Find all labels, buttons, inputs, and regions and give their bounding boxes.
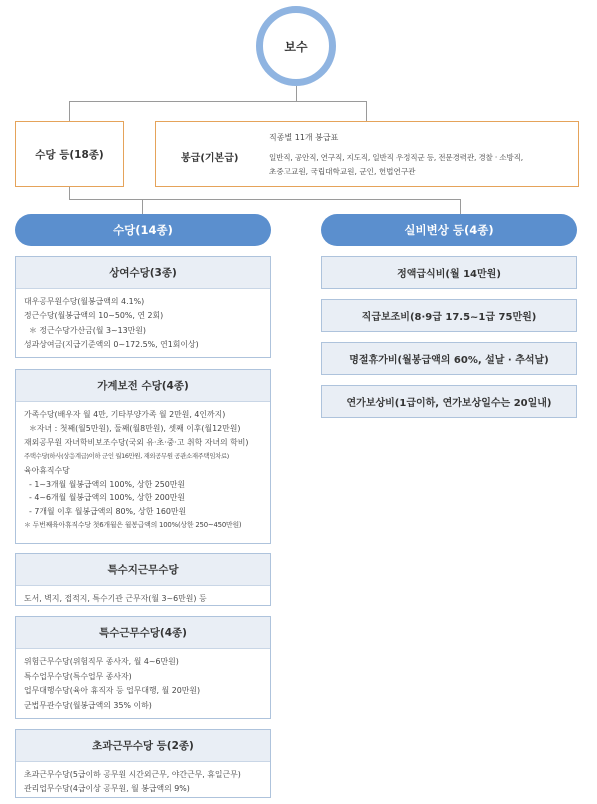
card-title: 가계보전 수당(4종) <box>16 370 270 402</box>
right-column-header <box>321 214 577 246</box>
card-line: 주택수당(하사(상응계급)이하 군인 월16만원, 재외공무원 공관소재주택임차료) <box>24 451 229 460</box>
card-line: 관리업무수당(4급이상 공무원, 월 봉급액의 9%) <box>24 784 190 794</box>
card-line: 성과상여금(지급기준액의 0~172.5%, 연1회이상) <box>24 340 199 350</box>
card-special-area-allowance <box>15 553 271 606</box>
connector-to-left-header <box>142 199 143 214</box>
item-meal-allowance <box>321 256 577 289</box>
root-node-remuneration <box>256 6 336 86</box>
card-line: 업무대행수당(육아 휴직자 등 업무대행, 월 20만원) <box>24 686 201 696</box>
connector-root-down <box>296 86 297 101</box>
item-annual-leave-compensation <box>321 385 577 418</box>
card-line: ＊ 두번째육아휴직수당 첫6개월은 월봉급액의 100%(상한 250~450만원) <box>24 521 242 530</box>
card-line: - 7개월 이후 월봉급액의 80%, 상한 160만원 <box>24 507 187 517</box>
allowance-total-label: 수당 등(18종) <box>35 148 104 161</box>
item-label: 연가보상비(1급이하, 연가보상일수는 20일내) <box>346 398 552 409</box>
salary-label: 봉급(기본급) <box>181 153 239 164</box>
card-overtime-allowances <box>15 729 271 798</box>
card-line: 육아휴직수당 <box>24 465 70 475</box>
left-header-label: 수당(14종) <box>113 223 173 237</box>
connector-mid-horizontal <box>69 199 460 200</box>
card-line: 위험근무수당(위험직무 종사자, 월 4~6만원) <box>24 657 179 666</box>
salary-line-1: 직종별 11개 봉급표 <box>269 133 339 142</box>
card-line: 재외공무원 자녀학비보조수당(국외 유·초·중·고 취학 자녀의 학비) <box>24 437 249 447</box>
card-title: 초과근무수당 등(2종) <box>16 730 270 762</box>
item-label: 정액급식비(월 14만원) <box>397 269 501 280</box>
card-title: 특수지근무수당 <box>16 554 270 586</box>
card-line: ＊자녀 : 첫째(월5만원), 둘째(월8만원), 셋째 이후(월12만원) <box>24 423 241 433</box>
item-position-subsidy <box>321 299 577 332</box>
left-column-header <box>15 214 271 246</box>
card-bonus-allowances <box>15 256 271 358</box>
connector-top-horizontal <box>69 101 366 102</box>
salary-line-3: 초중고교원, 국립대학교원, 군인, 헌법연구관 <box>269 167 416 176</box>
connector-to-salary <box>366 101 367 121</box>
card-special-duty-allowances <box>15 616 271 719</box>
card-line: ＊ 정근수당가산금(월 3~13만원) <box>24 325 146 335</box>
card-household-support-allowances <box>15 369 271 544</box>
card-line: 가족수당(배우자 월 4만, 기타부양가족 월 2만원, 4인까지) <box>24 410 226 419</box>
connector-to-allowance <box>69 101 70 121</box>
allowance-total-box <box>15 121 124 187</box>
salary-line-2: 일반직, 공안직, 연구직, 지도직, 일반직 우정직군 등, 전문경력관, 경찰 · 소방직, <box>269 153 523 162</box>
card-title: 특수근무수당(4종) <box>16 617 270 649</box>
connector-to-right-header <box>460 199 461 214</box>
card-line: - 1~3개월 월봉급액의 100%, 상한 250만원 <box>24 479 186 489</box>
root-label: 보수 <box>284 39 308 54</box>
connector-allowance-down <box>69 187 70 199</box>
card-title: 상여수당(3종) <box>16 257 270 289</box>
card-line: 도서, 벽지, 접적지, 특수기관 근무자(월 3~6만원) 등 <box>24 594 207 603</box>
right-header-label: 실비변상 등(4종) <box>404 223 494 237</box>
card-line: 대우공무원수당(월봉급액의 4.1%) <box>24 297 145 306</box>
salary-box <box>155 121 579 187</box>
card-line: - 4~6개월 월봉급액의 100%, 상한 200만원 <box>24 493 186 503</box>
item-holiday-bonus <box>321 342 577 375</box>
card-line: 초과근무수당(5급이하 공무원 시간외근무, 야간근무, 휴일근무) <box>24 770 241 779</box>
card-line: 특수업무수당(특수업무 종사자) <box>24 671 132 681</box>
card-line: 군법무관수당(월봉급액의 35% 이하) <box>24 700 152 710</box>
item-label: 명절휴가비(월봉급액의 60%, 설날 · 추석날) <box>349 355 549 366</box>
card-line: 정근수당(월봉급액의 10~50%, 연 2회) <box>24 311 164 321</box>
item-label: 직급보조비(8·9급 17.5~1급 75만원) <box>361 312 537 323</box>
